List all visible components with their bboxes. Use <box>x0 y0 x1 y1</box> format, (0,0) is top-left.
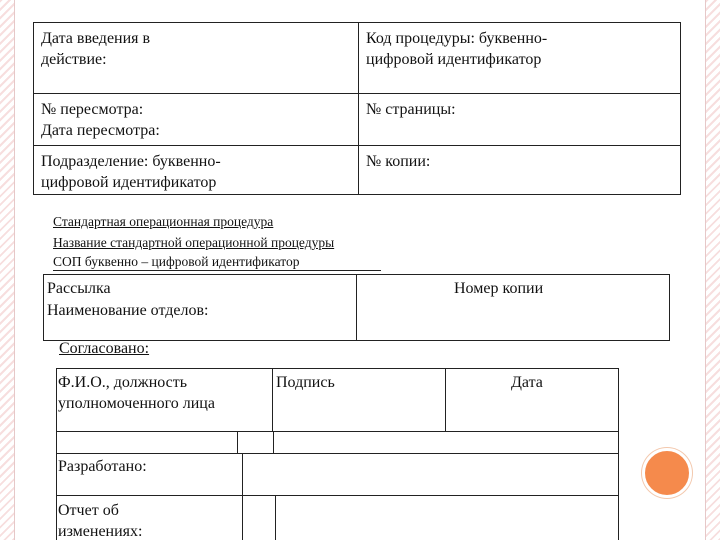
responsible-person-label-line2: уполномоченного лица <box>58 395 215 412</box>
signature-header: Подпись <box>276 374 335 391</box>
departments-label: Наименование отделов: <box>47 302 209 319</box>
left-decorative-border <box>0 0 15 540</box>
procedure-code-label: Код процедуры: буквенно- <box>366 30 548 47</box>
decorative-orange-dot <box>642 448 692 498</box>
date-header: Дата <box>511 374 543 391</box>
responsible-person-label: Ф.И.О., должность <box>58 374 188 391</box>
effective-date-label-line2: действие: <box>41 51 107 68</box>
page-number-label: № страницы: <box>366 101 456 118</box>
division-label: Подразделение: буквенно- <box>41 153 221 170</box>
right-decorative-border <box>705 0 720 540</box>
revision-date-label: Дата пересмотра: <box>41 122 160 139</box>
distribution-label: Рассылка <box>47 280 111 297</box>
procedure-code-label-line2: цифровой идентификатор <box>366 51 542 68</box>
approved-label: Согласовано: <box>59 340 150 357</box>
division-label-line2: цифровой идентификатор <box>41 174 217 191</box>
developed-label: Разработано: <box>58 458 147 475</box>
change-report-label-line2: изменениях: <box>58 523 143 540</box>
sop-code-line: СОП буквенно – цифровой идентификатор <box>53 254 300 269</box>
sop-name-line: Название стандартной операционной процедуры <box>53 235 335 250</box>
change-report-label: Отчет об <box>58 502 119 519</box>
sop-title-line: Стандартная операционная процедура <box>53 214 274 229</box>
copy-number-header: Номер копии <box>454 280 544 297</box>
effective-date-label: Дата введения в <box>41 30 151 47</box>
copy-number-label: № копии: <box>366 153 431 170</box>
revision-number-label: № пересмотра: <box>41 101 144 118</box>
sop-underline <box>53 270 381 271</box>
